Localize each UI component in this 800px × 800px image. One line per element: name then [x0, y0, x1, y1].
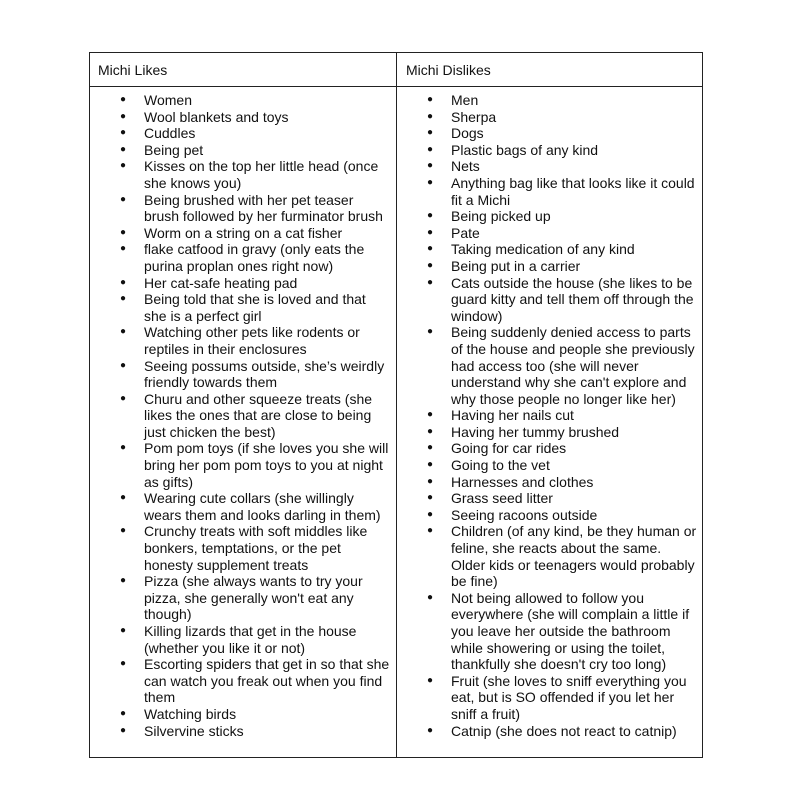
dislikes-list-item: ● Children (of any kind, be they human or feline, she reacts about the same. Older kids or teenagers would probably be fine): [397, 523, 698, 589]
likes-list-item: ● Wool blankets and toys: [90, 109, 392, 126]
dislikes-list-item: ● Having her tummy brushed: [397, 424, 698, 441]
dislikes-list-item: ● Pate: [397, 225, 698, 242]
likes-cell: [90, 87, 397, 757]
dislikes-list-item: ● Harnesses and clothes: [397, 474, 698, 491]
dislikes-list-item: ● Going to the vet: [397, 457, 698, 474]
dislikes-list-item: ● Nets: [397, 158, 698, 175]
dislikes-list-item: ● Seeing racoons outside: [397, 507, 698, 524]
table-body-row: [90, 87, 702, 757]
dislikes-list-item: ● Fruit (she loves to sniff everything you eat, but is SO offended if you let her sniff a fruit): [397, 673, 698, 723]
likes-list-item: ● Worm on a string on a cat fisher: [90, 225, 392, 242]
likes-list-item: ● Being pet: [90, 142, 392, 159]
likes-list-item: ● Kisses on the top her little head (once she knows you): [90, 158, 392, 191]
likes-list-item: ● Wearing cute collars (she willingly wears them and looks darling in them): [90, 490, 392, 523]
likes-list-item: ● Escorting spiders that get in so that she can watch you freak out when you find them: [90, 656, 392, 706]
likes-list-item: ● Her cat-safe heating pad: [90, 275, 392, 292]
dislikes-list-item: ● Being picked up: [397, 208, 698, 225]
dislikes-list: [397, 87, 702, 739]
likes-list-item: ● Pom pom toys (if she loves you she will bring her pom pom toys to you at night as gifts): [90, 440, 392, 490]
dislikes-cell: [397, 87, 702, 757]
likes-list-item: ● Women: [90, 92, 392, 109]
likes-list-item: ● Being brushed with her pet teaser brush followed by her furminator brush: [90, 192, 392, 225]
dislikes-list-item: ● Not being allowed to follow you everywhere (she will complain a little if you leave her outside the bathroom while showering or using the toilet, thankfully she doesn't cry too long): [397, 590, 698, 673]
dislikes-list-item: ● Men: [397, 92, 698, 109]
likes-list-item: ● flake catfood in gravy (only eats the purina proplan ones right now): [90, 241, 392, 274]
dislikes-list-item: ● Being put in a carrier: [397, 258, 698, 275]
dislikes-list-item: ● Grass seed litter: [397, 490, 698, 507]
likes-list-item: ● Silvervine sticks: [90, 723, 392, 740]
table-header-row: [90, 53, 702, 87]
dislikes-list-item: ● Dogs: [397, 125, 698, 142]
likes-list-item: ● Watching other pets like rodents or reptiles in their enclosures: [90, 324, 392, 357]
likes-list-item: ● Watching birds: [90, 706, 392, 723]
dislikes-column-header: Michi Dislikes: [406, 62, 491, 78]
likes-list-item: ● Being told that she is loved and that she is a perfect girl: [90, 291, 392, 324]
likes-dislikes-table: [89, 52, 703, 758]
dislikes-list-item: ● Anything bag like that looks like it could fit a Michi: [397, 175, 698, 208]
dislikes-list-item: ● Being suddenly denied access to parts of the house and people she previously had access too (she will never understand why she can't explore and why those people no longer like her): [397, 324, 698, 407]
dislikes-list-item: ● Sherpa: [397, 109, 698, 126]
dislikes-list-item: ● Having her nails cut: [397, 407, 698, 424]
likes-column-header: Michi Likes: [90, 53, 397, 86]
likes-list-item: ● Crunchy treats with soft middles like bonkers, temptations, or the pet honesty supplement treats: [90, 523, 392, 573]
likes-list: [90, 87, 396, 739]
dislikes-list-item: ● Catnip (she does not react to catnip): [397, 723, 698, 740]
dislikes-list-item: ● Going for car rides: [397, 440, 698, 457]
dislikes-list-item: ● Taking medication of any kind: [397, 241, 698, 258]
dislikes-list-item: ● Plastic bags of any kind: [397, 142, 698, 159]
likes-list-item: ● Pizza (she always wants to try your pizza, she generally won't eat any though): [90, 573, 392, 623]
likes-list-item: ● Seeing possums outside, she’s weirdly friendly towards them: [90, 358, 392, 391]
likes-list-item: ● Churu and other squeeze treats (she likes the ones that are close to being just chicken the best): [90, 391, 392, 441]
likes-list-item: ● Cuddles: [90, 125, 392, 142]
dislikes-list-item: ● Cats outside the house (she likes to be guard kitty and tell them off through the window): [397, 275, 698, 325]
likes-list-item: ● Killing lizards that get in the house (whether you like it or not): [90, 623, 392, 656]
